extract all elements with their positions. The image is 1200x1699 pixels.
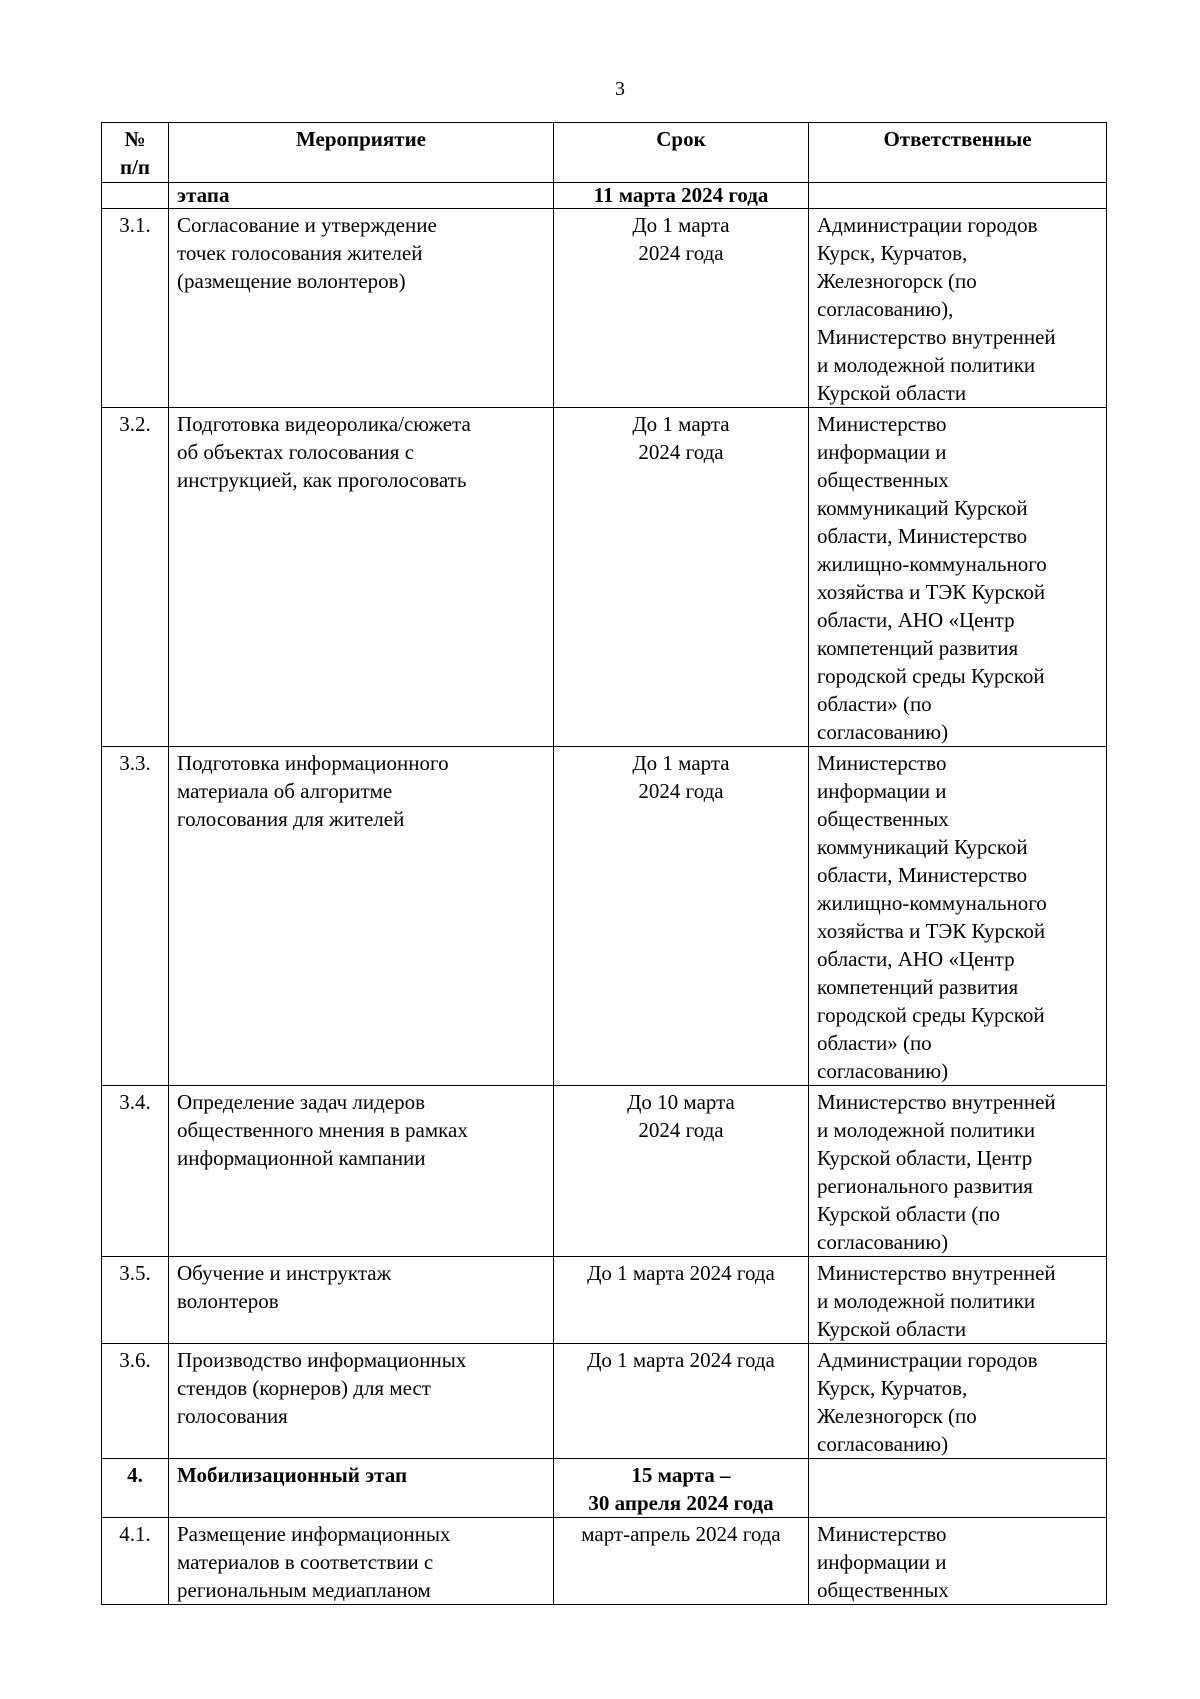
cell-event: Размещение информационных материалов в соответствии с региональным медиапланом	[169, 1518, 554, 1605]
cell-responsible: Министерство информации и общественных коммуникаций Курской области, Министерство жилищно-коммунального хозяйства и ТЭК Курской области, АНО «Центр компетенций развития городской среды Курской области» (по согласованию)	[809, 408, 1107, 747]
cell-responsible: Администрации городов Курск, Курчатов, Железногорск (по согласованию)	[809, 1344, 1107, 1459]
table-header-row	[102, 123, 1107, 183]
cell-number: 3.6.	[102, 1344, 169, 1459]
cell-number: 3.3.	[102, 747, 169, 1086]
cell-date: 11 марта 2024 года	[554, 183, 809, 209]
cell-responsible: Министерство информации и общественных коммуникаций Курской области, Министерство жилищно-коммунального хозяйства и ТЭК Курской области, АНО «Центр компетенций развития городской среды Курской области» (по согласованию)	[809, 747, 1107, 1086]
cell-responsible	[809, 1459, 1107, 1518]
cell-event: Определение задач лидеров общественного мнения в рамках информационной кампании	[169, 1086, 554, 1257]
cell-date: До 1 марта 2024 года	[554, 1257, 809, 1344]
cell-event: Подготовка информационного материала об алгоритме голосования для жителей	[169, 747, 554, 1086]
cell-responsible: Министерство внутренней и молодежной политики Курской области	[809, 1257, 1107, 1344]
header-number: № п/п	[102, 123, 169, 183]
page-number: 3	[615, 78, 625, 100]
cell-number: 4.	[102, 1459, 169, 1518]
cell-date: До 1 марта 2024 года	[554, 1344, 809, 1459]
header-event: Мероприятие	[169, 123, 554, 183]
cell-date: март-апрель 2024 года	[554, 1518, 809, 1605]
table-row	[102, 209, 1107, 408]
cell-date: 15 марта – 30 апреля 2024 года	[554, 1459, 809, 1518]
cell-number: 3.2.	[102, 408, 169, 747]
cell-date: До 10 марта 2024 года	[554, 1086, 809, 1257]
cell-responsible: Министерство информации и общественных	[809, 1518, 1107, 1605]
cell-date: До 1 марта 2024 года	[554, 209, 809, 408]
table-row	[102, 408, 1107, 747]
cell-event: этапа	[169, 183, 554, 209]
table-row	[102, 1459, 1107, 1518]
cell-date: До 1 марта 2024 года	[554, 747, 809, 1086]
table-row	[102, 747, 1107, 1086]
events-table	[101, 122, 1107, 1605]
table-row	[102, 1086, 1107, 1257]
cell-number: 3.4.	[102, 1086, 169, 1257]
cell-event: Производство информационных стендов (корнеров) для мест голосования	[169, 1344, 554, 1459]
cell-responsible	[809, 183, 1107, 209]
cell-responsible: Администрации городов Курск, Курчатов, Железногорск (по согласованию), Министерство внутренней и молодежной политики Курской области	[809, 209, 1107, 408]
cell-event: Мобилизационный этап	[169, 1459, 554, 1518]
cell-number	[102, 183, 169, 209]
table-row	[102, 1257, 1107, 1344]
cell-event: Обучение и инструктаж волонтеров	[169, 1257, 554, 1344]
cell-event: Подготовка видеоролика/сюжета об объектах голосования с инструкцией, как проголосовать	[169, 408, 554, 747]
header-responsible: Ответственные	[809, 123, 1107, 183]
table-row	[102, 1518, 1107, 1605]
cell-responsible: Министерство внутренней и молодежной политики Курской области, Центр регионального развития Курской области (по согласованию)	[809, 1086, 1107, 1257]
header-date: Срок	[554, 123, 809, 183]
cell-date: До 1 марта 2024 года	[554, 408, 809, 747]
continuation-row	[102, 183, 1107, 209]
table-row	[102, 1344, 1107, 1459]
cell-number: 4.1.	[102, 1518, 169, 1605]
cell-number: 3.5.	[102, 1257, 169, 1344]
cell-number: 3.1.	[102, 209, 169, 408]
cell-event: Согласование и утверждение точек голосования жителей (размещение волонтеров)	[169, 209, 554, 408]
